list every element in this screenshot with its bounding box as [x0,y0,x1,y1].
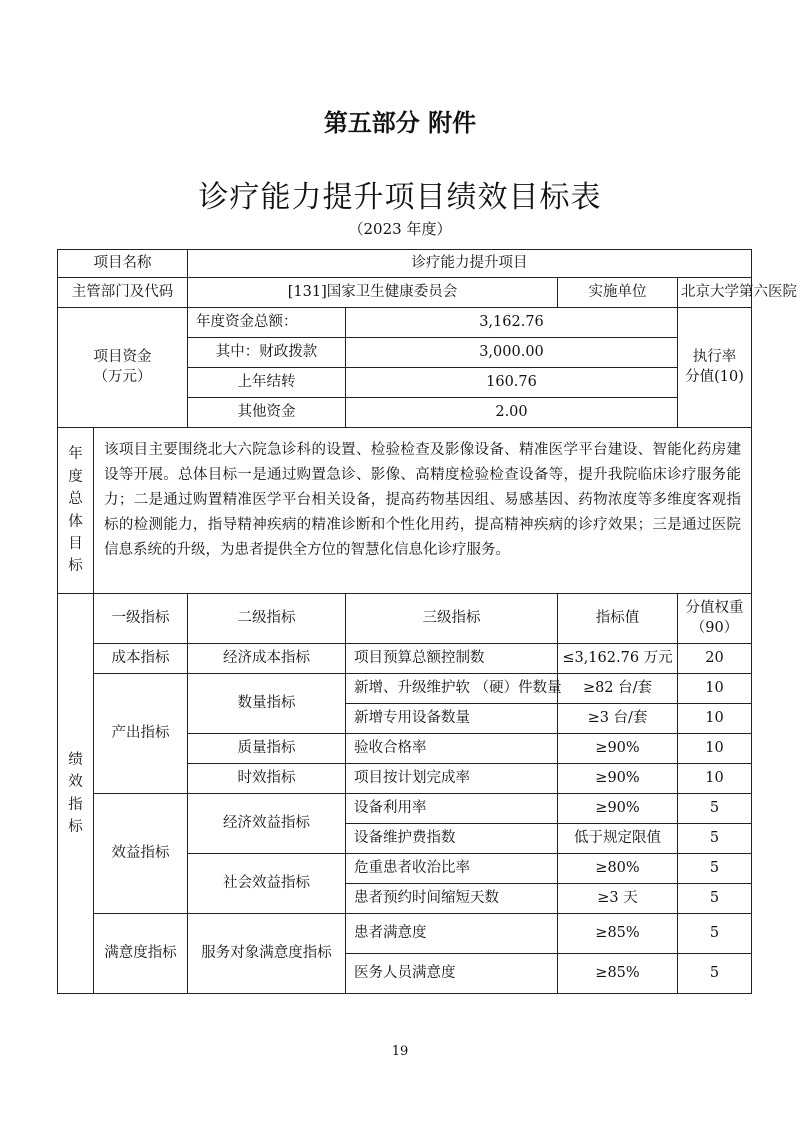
q1-weight: 10 [678,674,752,704]
q2-level3: 新增专用设备数量 [346,704,558,734]
time-weight: 10 [678,764,752,794]
quality-value: ≥90% [558,734,678,764]
table-row [58,794,752,824]
unit-value: 北京大学第六医院 [678,278,752,308]
s2-level3: 患者预约时间缩短天数 [346,884,558,914]
funds-carry-value: 160.76 [346,368,678,398]
social-level2: 社会效益指标 [188,854,346,914]
funds-total-label: 年度资金总额： [188,308,346,338]
department-row [58,278,752,308]
time-value: ≥90% [558,764,678,794]
header-level3: 三级指标 [346,594,558,644]
m1-level3: 患者满意度 [346,914,558,954]
q2-weight: 10 [678,704,752,734]
quality-level3: 验收合格率 [346,734,558,764]
e1-value: ≥90% [558,794,678,824]
document-title: 诊疗能力提升项目绩效目标表 [198,180,602,215]
m1-weight: 5 [678,914,752,954]
s1-weight: 5 [678,854,752,884]
funds-label-line2: （万元） [93,368,152,385]
q1-value: ≥82 台/套 [558,674,678,704]
project-name-row [58,250,752,278]
funds-fiscal-value: 3,000.00 [346,338,678,368]
header-level1: 一级指标 [94,594,188,644]
time-level3: 项目按计划完成率 [346,764,558,794]
e1-weight: 5 [678,794,752,824]
benefit-level1: 效益指标 [94,794,188,914]
project-name-label: 项目名称 [58,250,188,278]
funds-carry-label: 上年结转 [188,368,346,398]
funds-total-value: 3,162.76 [346,308,678,338]
page-number: 19 [391,1044,409,1059]
funds-fiscal-label: 其中：财政拨款 [188,338,346,368]
output-level1: 产出指标 [94,674,188,794]
satisfaction-level2: 服务对象满意度指标 [188,914,346,994]
header-weight [678,594,752,644]
cost-level3: 项目预算总额控制数 [346,644,558,674]
execution-rate-line2: 分值(10) [685,368,744,385]
s2-value: ≥3 天 [558,884,678,914]
e2-level3: 设备维护费指数 [346,824,558,854]
year-label: （2023 年度） [348,220,452,238]
s1-value: ≥80% [558,854,678,884]
quantity-level2: 数量指标 [188,674,346,734]
quality-weight: 10 [678,734,752,764]
m2-level3: 医务人员满意度 [346,954,558,994]
funds-other-label: 其他资金 [188,398,346,428]
m1-value: ≥85% [558,914,678,954]
e2-value: 低于规定限值 [558,824,678,854]
department-label: 主管部门及代码 [58,278,188,308]
time-level2: 时效指标 [188,764,346,794]
goal-row [58,428,752,594]
m2-weight: 5 [678,954,752,994]
e2-weight: 5 [678,824,752,854]
execution-rate-cell [678,308,752,428]
cost-value: ≤3,162.76 万元 [558,644,678,674]
funds-label-line1: 项目资金 [93,348,152,365]
table-row [58,914,752,954]
q1-level3: 新增、升级维护软 （硬）件数量 [346,674,558,704]
perf-label: 绩 效 指 标 [58,594,94,994]
header-weight-line1: 分值权重 [685,599,744,616]
performance-table [57,249,797,994]
goal-label: 年 度 总 体 目 标 [58,428,94,594]
header-level2: 二级指标 [188,594,346,644]
funds-label [58,308,188,428]
m2-value: ≥85% [558,954,678,994]
header-weight-line2: （90） [690,619,739,636]
project-name-value: 诊疗能力提升项目 [188,250,752,278]
cost-level1: 成本指标 [94,644,188,674]
unit-label: 实施单位 [558,278,678,308]
econ-level2: 经济效益指标 [188,794,346,854]
satisfaction-level1: 满意度指标 [94,914,188,994]
execution-rate-line1: 执行率 [692,348,737,365]
cost-weight: 20 [678,644,752,674]
s2-weight: 5 [678,884,752,914]
table-row [58,644,752,674]
e1-level3: 设备利用率 [346,794,558,824]
cost-level2: 经济成本指标 [188,644,346,674]
quality-level2: 质量指标 [188,734,346,764]
s1-level3: 危重患者收治比率 [346,854,558,884]
table-row [58,674,752,704]
funds-other-value: 2.00 [346,398,678,428]
header-value: 指标值 [558,594,678,644]
perf-header-row [58,594,752,644]
department-value: [131]国家卫生健康委员会 [188,278,558,308]
part-title: 第五部分 附件 [323,109,477,137]
funds-total-row [58,308,752,338]
q2-value: ≥3 台/套 [558,704,678,734]
goal-text: 该项目主要围绕北大六院急诊科的设置、检验检查及影像设备、精准医学平台建设、智能化药房建设等开展。总体目标一是通过购置急诊、影像、高精度检验检查设备等，提升我院临床诊疗服务能力；二是通过购置精准医学平台相关设备，提高药物基因组、易感基因、药物浓度等多维度客观指标的检测能力，指导精神疾病的精准诊断和个性化用药，提高精神疾病的诊疗效果；三是通过医院信息系统的升级，为患者提供全方位的智慧化信息化诊疗服务。 [94,428,752,594]
